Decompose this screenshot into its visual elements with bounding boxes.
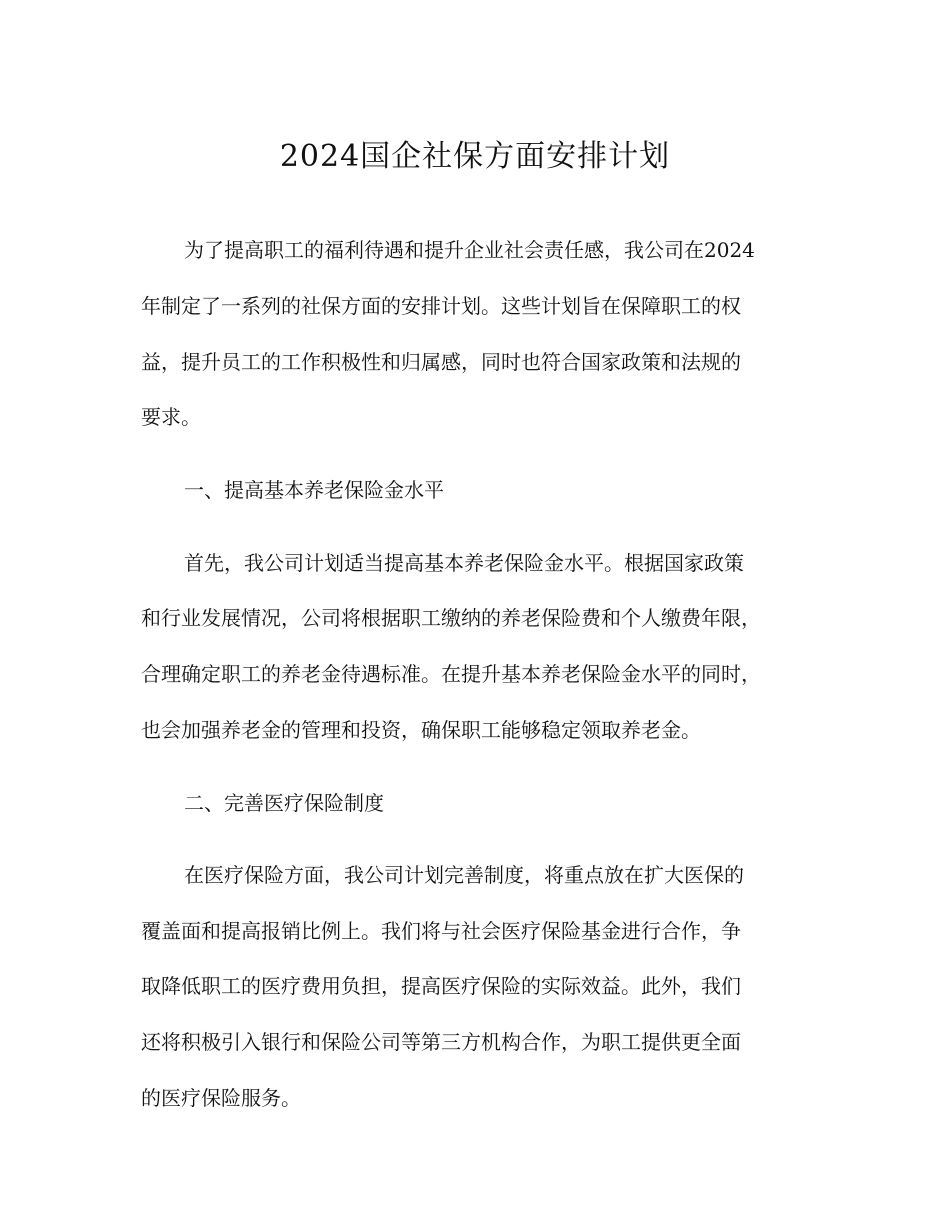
intro-line-4: 要求。 <box>141 405 201 429</box>
document-title: 2024国企社保方面安排计划 <box>279 139 671 174</box>
intro-line-2: 年制定了一系列的社保方面的安排计划。这些计划旨在保障职工的权 <box>141 294 741 318</box>
section1-heading: 一、提高基本养老保险金水平 <box>184 478 444 502</box>
section2-line-4: 还将积极引入银行和保险公司等第三方机构合作，为职工提供更全面 <box>141 1030 741 1054</box>
section2-line-5: 的医疗保险服务。 <box>141 1086 301 1110</box>
section1-line-2: 和行业发展情况，公司将根据职工缴纳的养老保险费和个人缴费年限， <box>141 606 761 630</box>
section1-line-1: 首先，我公司计划适当提高基本养老保险金水平。根据国家政策 <box>184 551 744 575</box>
section2-line-3: 取降低职工的医疗费用负担，提高医疗保险的实际效益。此外，我们 <box>141 974 741 998</box>
section2-line-2: 覆盖面和提高报销比例上。我们将与社会医疗保险基金进行合作，争 <box>141 919 741 943</box>
section1-line-3: 合理确定职工的养老金待遇标准。在提升基本养老保险金水平的同时， <box>141 662 761 686</box>
intro-line-1: 为了提高职工的福利待遇和提升企业社会责任感，我公司在2024 <box>184 238 755 262</box>
section2-heading: 二、完善医疗保险制度 <box>184 791 384 815</box>
section1-line-4: 也会加强养老金的管理和投资，确保职工能够稳定领取养老金。 <box>141 718 701 742</box>
intro-line-3: 益，提升员工的工作积极性和归属感，同时也符合国家政策和法规的 <box>141 350 741 374</box>
section2-line-1: 在医疗保险方面，我公司计划完善制度，将重点放在扩大医保的 <box>184 863 744 887</box>
